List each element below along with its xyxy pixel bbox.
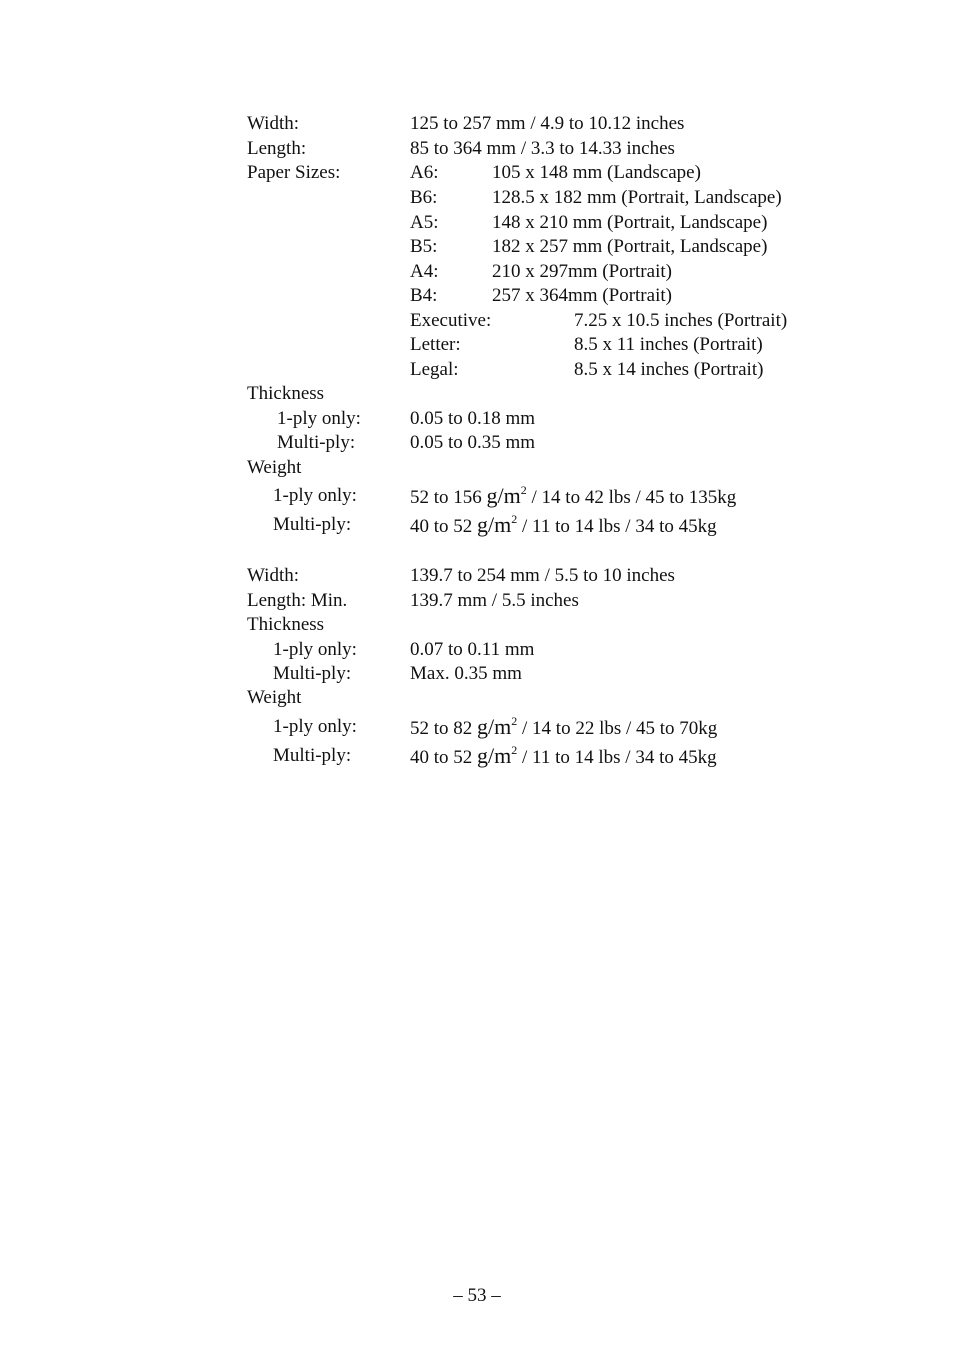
weight-heading: Weight	[247, 687, 302, 708]
thickness-multiply-label: Multi-ply:	[273, 663, 352, 684]
width-value: 139.7 to 254 mm / 5.5 to 10 inches	[410, 565, 675, 586]
thickness-1ply-value: 0.07 to 0.11 mm	[410, 639, 535, 660]
paper-size-dimensions: 8.5 x 11 inches (Portrait)	[574, 334, 763, 355]
paper-sizes-label: Paper Sizes:	[247, 162, 341, 183]
length-label: Length: Min.	[247, 590, 348, 611]
paper-size-dimensions: 128.5 x 182 mm (Portrait, Landscape)	[492, 187, 782, 208]
paper-size-name: Letter:	[410, 334, 461, 355]
paper-size-dimensions: 8.5 x 14 inches (Portrait)	[574, 359, 764, 380]
weight-multiply-value: 40 to 52 $g/m^2 / 11$ to 14 lbs / 34 to 45kg	[410, 512, 717, 537]
paper-size-dimensions: 148 x 210 mm (Portrait, Landscape)	[492, 212, 768, 233]
width-label: Width:	[247, 565, 300, 586]
page-number: – 53 –	[453, 1285, 501, 1306]
paper-size-dimensions: 257 x 364mm (Portrait)	[492, 285, 672, 306]
paper-size-dimensions: 7.25 x 10.5 inches (Portrait)	[574, 310, 788, 331]
weight-1ply-value: 52 to 156 $g/m^2 / 14$ to 42 lbs / 45 to 135kg	[410, 483, 737, 508]
grammage-unit: g/m	[477, 512, 512, 537]
thickness-multiply-value: 0.05 to 0.35 mm	[410, 432, 536, 453]
weight-heading: Weight	[247, 457, 302, 478]
grammage-unit: g/m	[477, 743, 512, 768]
paper-size-dimensions: 210 x 297mm (Portrait)	[492, 261, 672, 282]
length-value: 139.7 mm / 5.5 inches	[410, 590, 579, 611]
length-value: 85 to 364 mm / 3.3 to 14.33 inches	[410, 138, 675, 159]
paper-size-name: B5:	[410, 236, 438, 257]
paper-size-name: B4:	[410, 285, 438, 306]
weight-multiply-value: 40 to 52 $g/m^2 / 11$ to 14 lbs / 34 to 45kg	[410, 743, 717, 768]
unit-exponent: 2	[511, 512, 518, 526]
paper-size-name: A6:	[410, 162, 439, 183]
length-label: Length:	[247, 138, 307, 159]
width-label: Width:	[247, 113, 300, 134]
weight-multiply-label: Multi-ply:	[273, 745, 352, 766]
paper-size-name: Legal:	[410, 359, 459, 380]
thickness-heading: Thickness	[247, 614, 325, 635]
weight-1ply-value: 52 to 82 $g/m^2 / 14$ to 22 lbs / 45 to 70kg	[410, 714, 718, 739]
paper-size-name: B6:	[410, 187, 438, 208]
grammage-unit: g/m	[477, 714, 512, 739]
weight-1ply-label: 1-ply only:	[273, 485, 357, 506]
width-value: 125 to 257 mm / 4.9 to 10.12 inches	[410, 113, 685, 134]
weight-1ply-label: 1-ply only:	[273, 716, 357, 737]
thickness-multiply-label: Multi-ply:	[277, 432, 356, 453]
paper-size-name: A5:	[410, 212, 439, 233]
paper-size-dimensions: 105 x 148 mm (Landscape)	[492, 162, 701, 183]
grammage-unit: g/m	[486, 483, 521, 508]
thickness-heading: Thickness	[247, 383, 325, 404]
thickness-1ply-value: 0.05 to 0.18 mm	[410, 408, 536, 429]
thickness-multiply-value: Max. 0.35 mm	[410, 663, 522, 684]
thickness-1ply-label: 1-ply only:	[277, 408, 361, 429]
unit-exponent: 2	[520, 483, 527, 497]
paper-size-dimensions: 182 x 257 mm (Portrait, Landscape)	[492, 236, 768, 257]
paper-size-name: Executive:	[410, 310, 492, 331]
unit-exponent: 2	[511, 714, 518, 728]
thickness-1ply-label: 1-ply only:	[273, 639, 357, 660]
unit-exponent: 2	[511, 743, 518, 757]
paper-size-name: A4:	[410, 261, 439, 282]
weight-multiply-label: Multi-ply:	[273, 514, 352, 535]
